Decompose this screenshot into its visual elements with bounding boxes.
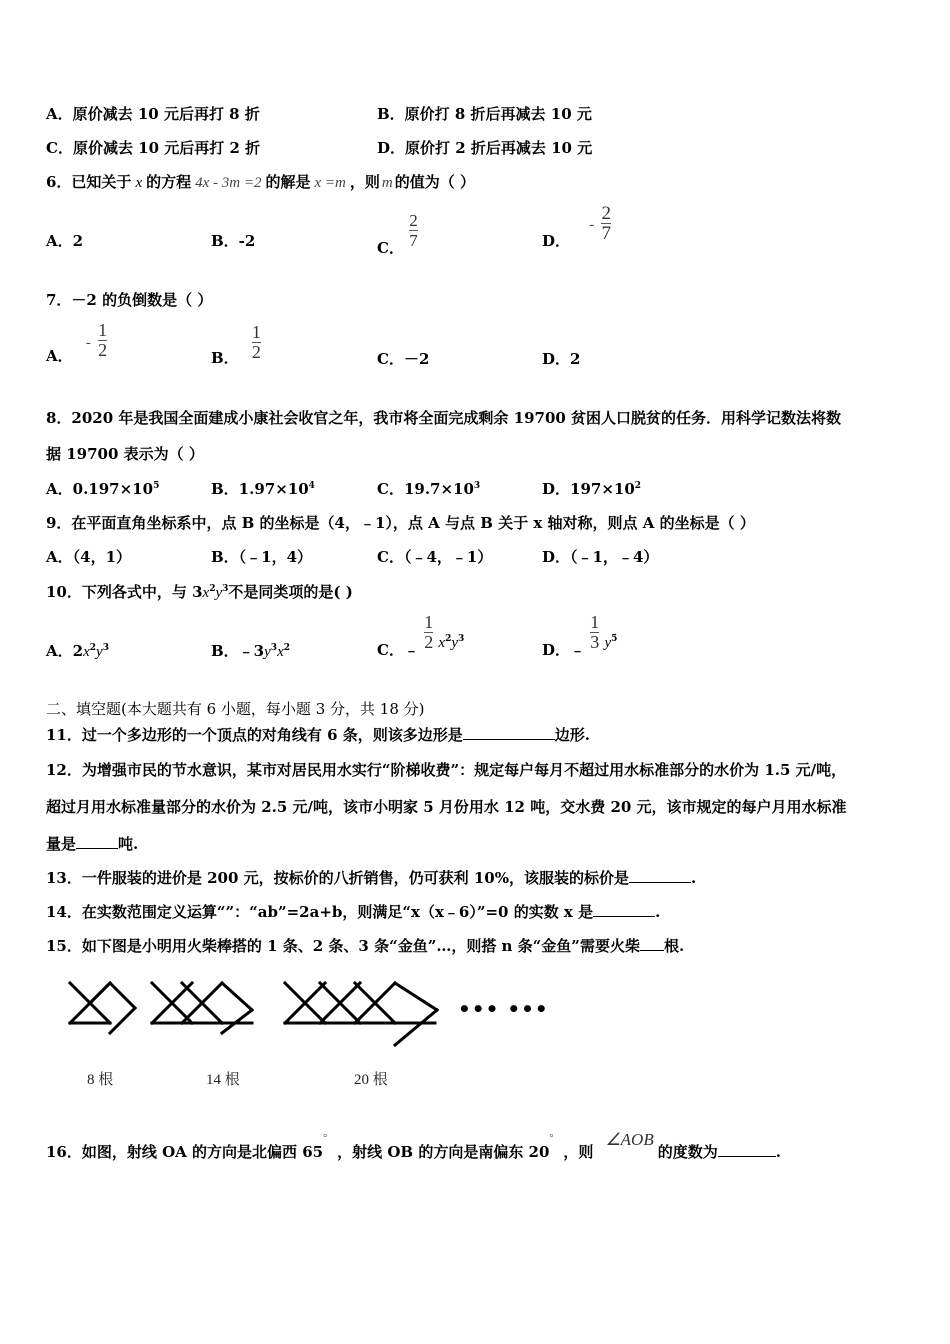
q9-option-d: D．（﹣1，﹣4） [542,548,659,566]
q15-stem: 15．如下图是小明用火柴棒搭的 1 条、2 条、3 条“金鱼”…，则搭 n 条“金鱼”需要火柴 根. [46,937,685,955]
q12-line3: 量是 吨. [46,835,139,853]
q11: 11．过一个多边形的一个顶点的对角线有 6 条，则该多边形是 边形. [46,726,590,744]
q6-stem: 6．已知关于 x 的方程 4x - 3m =2 的解是 x =m ，则 m 的值为（ ） [46,173,475,191]
q10-option-b: B．$﹣3y^3x^2$ [211,642,290,660]
q10-stem: 10．下列各式中，与 $3x^2y^3$不是同类项的是( ) [46,583,353,601]
q7-option-b: B． $\frac{1}{2}$ [211,322,261,367]
q6-option-d: D． - $\frac{2}{7}$ [542,203,611,250]
q6-option-a: A．2 [46,232,84,250]
q5-option-c: C．原价减去 10 元后再打 2 折 [46,139,261,157]
q9-stem: 9．在平面直角坐标系中，点 B 的坐标是（4，﹣1），点 A 与点 B 关于 x 轴对称，则点 A 的坐标是（ ） [46,514,755,532]
q8-stem-line2: 据 19700 表示为（ ） [46,445,204,463]
q6-option-b: B．-2 [211,232,256,250]
q8-option-c: C．$19.7\times 10^3$ [377,480,481,498]
q16: 16．如图，射线 OA 的方向是北偏西 65°，射线 OB 的方向是南偏东 20°，则∠AOB的度数为 . [46,1130,781,1161]
q10-option-d: D．﹣ $\frac{1}{3}$ $y^5$ [542,612,618,659]
q9-option-a: A．（4，1） [46,548,132,566]
fish-1 [70,983,135,1033]
q8-option-a: A．$0.197\times 10^5$ [46,480,160,498]
fish-label-3: 20 根 [354,1072,388,1088]
q7-stem: 7．－2 的负倒数是（ ） [46,291,213,309]
q5-option-b: B．原价打 8 折后再减去 10 元 [377,105,592,123]
q6-option-c: C． $\frac{2}{7}$ [377,211,418,257]
q14: 14．在实数范围定义运算“”：“ab”=2a+b，则满足“x（x﹣6）”=0 的实数 x 是 . [46,903,661,921]
section-heading: 二、填空题(本大题共有 6 小题，每小题 3 分，共 18 分) [46,700,425,718]
fish-3 [285,983,437,1045]
q10-option-c: C．﹣ $\frac{1}{2}$ $x^2y^3$ [377,612,465,659]
fish-2 [152,983,252,1033]
q8-option-d: D．$197\times 10^2$ [542,480,642,498]
fish-label-1: 8 根 [87,1072,114,1088]
q10-option-a: A．$2x^2y^3$ [46,642,109,660]
q12-line2: 超过月用水标准量部分的水价为 2.5 元/吨，该市小明家 5 月份用水 12 吨，交水费 20 元，该市规定的每户月用水标准 [46,798,847,816]
q13: 13．一件服装的进价是 200 元，按标价的八折销售，仍可获利 10%，该服装的标价是 . [46,869,697,887]
q9-option-c: C．（﹣4，﹣1） [377,548,493,566]
q7-option-c: C．－2 [377,350,430,368]
q12-line1: 12．为增强市民的节水意识，某市对居民用水实行“阶梯收费”：规定每户每月不超过用水标准部分的水价为 1.5 元/吨， [46,761,847,779]
q7-option-d: D．2 [542,350,581,368]
fish-label-2: 14 根 [206,1072,240,1088]
q9-option-b: B．（﹣1，4） [211,548,313,566]
q5-option-a: A．原价减去 10 元后再打 8 折 [46,105,260,123]
continuation-dots: ••• ••• [458,997,549,1021]
q7-option-a: A． - $\frac{1}{2}$ [46,320,108,365]
q5-option-d: D．原价打 2 折后再减去 10 元 [377,139,593,157]
q8-stem-line1: 8．2020 年是我国全面建成小康社会收官之年，我市将全面完成剩余 19700 贫困人口脱贫的任务．用科学记数法将数 [46,409,842,427]
q8-option-b: B．$1.97\times 10^4$ [211,480,315,498]
